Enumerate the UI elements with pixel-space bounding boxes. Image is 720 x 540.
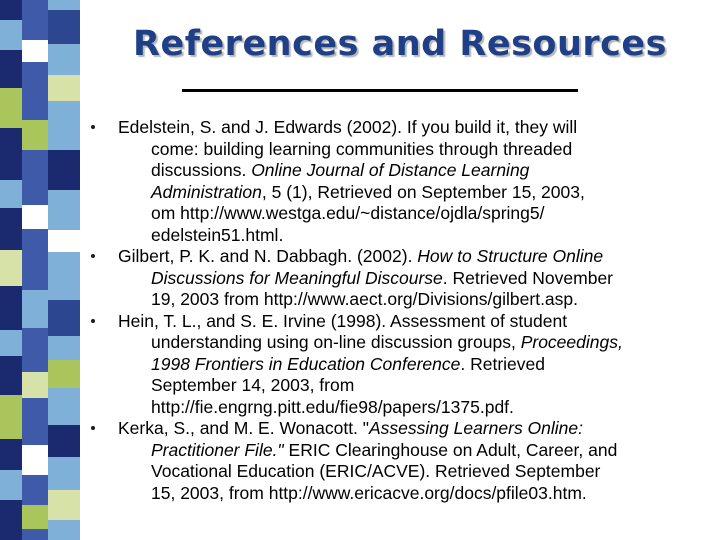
reference-text: . Retrieved November bbox=[442, 267, 614, 288]
stripe-block bbox=[0, 180, 22, 208]
stripe-block bbox=[48, 150, 80, 190]
stripe-block bbox=[22, 372, 48, 398]
reference-text: , 5 (1), Retrieved on September 15, 2003, bbox=[261, 181, 585, 202]
stripe-block bbox=[48, 360, 80, 388]
stripe-block bbox=[22, 40, 48, 62]
stripe-block bbox=[22, 505, 48, 529]
slide-title: References and Resources bbox=[133, 24, 667, 64]
stripe-block bbox=[0, 470, 22, 500]
stripe-block bbox=[22, 290, 48, 328]
reference-line bbox=[118, 160, 710, 182]
stripe-block bbox=[0, 20, 22, 50]
reference-list bbox=[98, 117, 710, 504]
reference-text: Edelstein, S. and J. Edwards (2002). If you build it, they will bbox=[118, 117, 578, 137]
reference-text: 19, 2003 from http://www.aect.org/Divisions/gilbert.asp. bbox=[151, 289, 579, 309]
reference-text: ERIC Clearinghouse on Adult, Career, and bbox=[283, 439, 618, 460]
reference-line bbox=[118, 182, 710, 204]
reference-text-italic: How to Structure Online bbox=[417, 246, 604, 266]
stripe-block bbox=[22, 445, 48, 475]
reference-line bbox=[118, 332, 710, 354]
reference-line bbox=[118, 203, 710, 225]
reference-text-italic: Assessing Learners Online: bbox=[369, 418, 583, 438]
stripe-block bbox=[22, 205, 48, 229]
reference-text-italic: Online Journal of Distance Learning bbox=[251, 160, 530, 180]
reference-line bbox=[118, 117, 710, 139]
reference-line bbox=[118, 311, 710, 333]
reference-text-italic: Practitioner File." bbox=[151, 439, 284, 460]
reference-line bbox=[118, 246, 710, 268]
reference-text: Vocational Education (ERIC/ACVE). Retrieved September bbox=[151, 461, 601, 481]
stripe-block bbox=[22, 120, 48, 150]
reference-text: September 14, 2003, from bbox=[151, 375, 355, 395]
reference-line bbox=[118, 440, 710, 462]
reference-line bbox=[118, 139, 710, 161]
reference-text: http://fie.engrng.pitt.edu/fie98/papers/1375.pdf. bbox=[151, 396, 514, 417]
bullet-dot bbox=[91, 254, 95, 258]
reference-line bbox=[118, 268, 710, 290]
stripe-block bbox=[48, 230, 80, 252]
reference-text: edelstein51.html. bbox=[151, 224, 284, 245]
reference-text-italic: Proceedings, bbox=[520, 332, 623, 352]
bullet-dot bbox=[91, 125, 95, 129]
reference-text: Kerka, S., and M. E. Wonacott. " bbox=[118, 418, 369, 438]
stripe-block bbox=[48, 300, 80, 336]
title-underline bbox=[182, 89, 578, 92]
reference-text: om http://www.westga.edu/~distance/ojdla/spring5/ bbox=[151, 203, 545, 223]
reference-item bbox=[98, 311, 710, 419]
reference-line bbox=[118, 483, 710, 505]
reference-line bbox=[118, 354, 710, 376]
stripe-block bbox=[48, 490, 80, 520]
stripe-block bbox=[0, 395, 22, 439]
stripe-block bbox=[0, 88, 22, 128]
reference-text: discussions. bbox=[151, 160, 252, 180]
reference-text-italic: 1998 Frontiers in Education Conference bbox=[151, 353, 461, 374]
bullet-dot bbox=[91, 426, 95, 430]
reference-line bbox=[118, 375, 710, 397]
decorative-stripe bbox=[0, 0, 80, 540]
reference-line bbox=[118, 397, 710, 419]
bullet-dot bbox=[91, 319, 95, 323]
reference-text: 15, 2003, from http://www.ericacve.org/docs/pfile03.htm. bbox=[151, 482, 587, 503]
stripe-block bbox=[48, 425, 80, 457]
reference-text-italic: Administration bbox=[151, 181, 262, 202]
reference-text-italic: Discussions for Meaningful Discourse bbox=[151, 267, 443, 288]
reference-item bbox=[98, 418, 710, 504]
stripe-block bbox=[48, 10, 80, 44]
reference-line bbox=[118, 461, 710, 483]
reference-text: Hein, T. L., and S. E. Irvine (1998). Assessment of student bbox=[118, 310, 568, 331]
reference-line bbox=[118, 289, 710, 311]
reference-text: . Retrieved bbox=[460, 353, 545, 374]
reference-item bbox=[98, 117, 710, 246]
stripe-block bbox=[48, 75, 80, 101]
reference-line bbox=[118, 225, 710, 247]
reference-text: come: building learning communities through threaded bbox=[151, 138, 573, 159]
stripe-block bbox=[0, 330, 22, 356]
reference-text: understanding using on-line discussion groups, bbox=[151, 332, 521, 352]
reference-line bbox=[118, 418, 710, 440]
reference-item bbox=[98, 246, 710, 311]
reference-text: Gilbert, P. K. and N. Dabbagh. (2002). bbox=[118, 246, 418, 266]
stripe-block bbox=[0, 250, 22, 286]
